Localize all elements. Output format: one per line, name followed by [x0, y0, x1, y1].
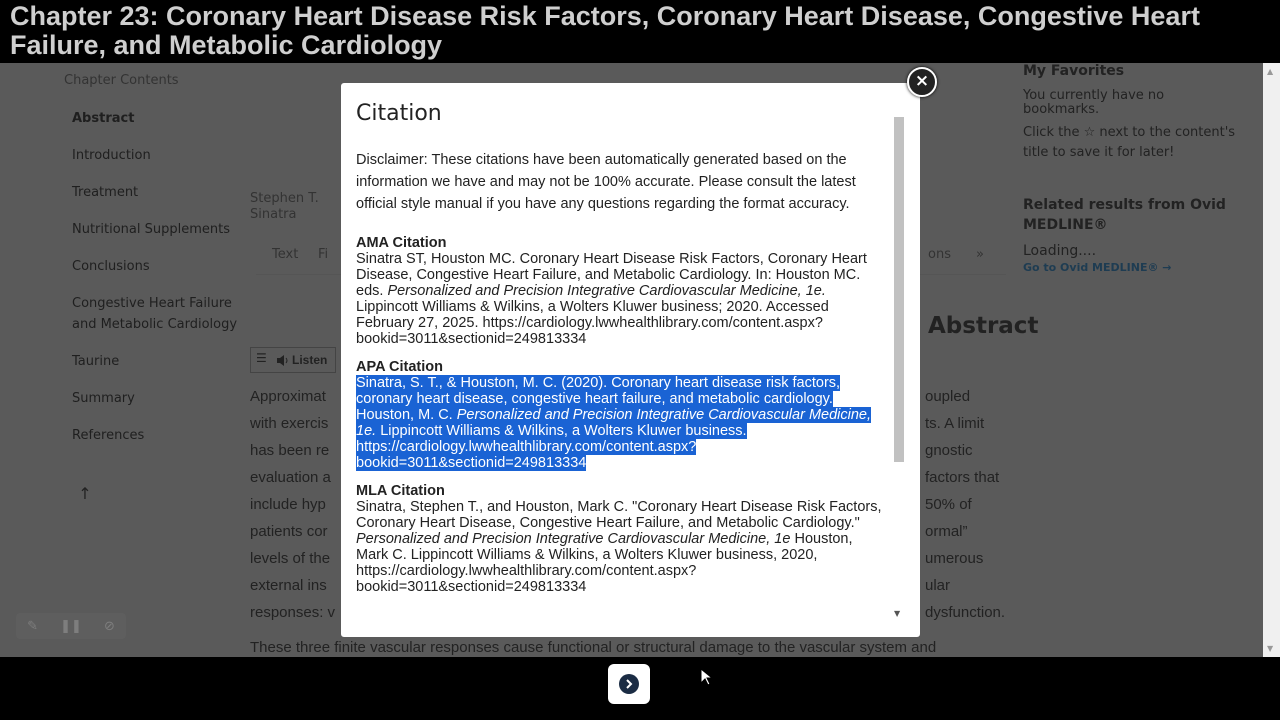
mla-text: Sinatra, Stephen T., and Houston, Mark C. "Coronary Heart Disease Risk Factors, Coronary Heart Disease, Congestive Heart Failure, and Metabolic Cardiology." [356, 499, 882, 531]
pause-icon[interactable]: ❚❚ [60, 618, 82, 634]
line-right: 50% of [925, 496, 972, 513]
extension-button[interactable] [608, 664, 650, 704]
menu-icon[interactable]: ☰ [256, 351, 267, 365]
hide-icon[interactable]: ⊘ [104, 618, 115, 634]
toc-item-nutritional-supplements[interactable]: Nutritional Supplements [72, 222, 231, 237]
page-scrollbar[interactable]: ▲ ▼ [1263, 63, 1280, 657]
line-left: responses: v [250, 604, 336, 621]
recording-controls [16, 613, 126, 639]
mla-publisher: Houston, Mark C. Lippincott Williams & Wilkins, a Wolters Kluwer business, 2020, https://cardiology.lwwhealthlibrary.com/content.aspx?bookid=3011&sectionid=249813334 [356, 531, 853, 595]
loading-text: Loading.... [1023, 243, 1097, 259]
toc-item-chf[interactable]: Congestive Heart Failure and Metabolic Cardiology [72, 296, 238, 332]
chapter-title: Chapter 23: Coronary Heart Disease Risk Factors, Coronary Heart Disease, Congestive Heart Failure, and Metabolic Cardiology [10, 1, 1200, 60]
mla-citation[interactable] [356, 499, 886, 595]
toc-item-abstract[interactable]: Abstract [72, 111, 135, 126]
tab-more[interactable]: ons [928, 247, 951, 262]
line-right: umerous [925, 550, 984, 567]
line-right: ular [925, 577, 951, 594]
apa-book: Personalized and Precision Integrative Cardiovascular Medicine, 1e. [356, 407, 872, 439]
ama-book: Personalized and Precision Integrative Cardiovascular Medicine, 1e. [387, 283, 826, 299]
edit-icon[interactable]: ✎ [27, 618, 38, 634]
mla-book: Personalized and Precision Integrative Cardiovascular Medicine, 1e [356, 531, 791, 547]
favorites-hint: Click the ☆ next to the content's title to save it for later! [1023, 125, 1236, 160]
toc-heading: Chapter Contents [64, 73, 179, 88]
toc-item-summary[interactable]: Summary [72, 391, 135, 406]
line-left: external ins [250, 577, 327, 594]
speaker-icon [277, 355, 289, 366]
ama-heading: AMA Citation [356, 235, 447, 251]
toc-item-introduction[interactable]: Introduction [72, 148, 151, 163]
tab-figures[interactable]: Fi [318, 247, 329, 262]
chapter-contents [72, 108, 252, 462]
abstract-line [250, 639, 1020, 657]
right-sidebar [1023, 63, 1243, 275]
tabs-next-icon[interactable]: » [976, 247, 984, 262]
abstract-heading: Abstract [928, 313, 1039, 339]
line-left: Approximat [250, 388, 326, 405]
apa-text: Sinatra, S. T., & Houston, M. C. (2020). Coronary heart disease risk factors, coronary heart disease, congestive heart failure, and metabolic cardiology. Houston, M. C. [356, 375, 841, 423]
apa-citation[interactable] [356, 375, 886, 471]
ama-publisher: Lippincott Williams & Wilkins, a Wolters Kluwer business; 2020. Accessed February 27, 2025. https://cardiology.lwwhealthlibrary.com/content.aspx?bookid=3011&sectionid=249813334 [356, 299, 829, 347]
extension-logo-icon [619, 674, 639, 694]
line-left: evaluation a [250, 469, 331, 486]
toc-item-references[interactable]: References [72, 428, 145, 443]
toc-item-treatment[interactable]: Treatment [72, 185, 139, 200]
toc-item-conclusions[interactable]: Conclusions [72, 259, 150, 274]
toc-item-taurine[interactable]: Taurine [72, 354, 120, 369]
ama-citation[interactable] [356, 251, 886, 347]
related-heading: Related results from Ovid MEDLINE® [1023, 197, 1226, 233]
modal-title: Citation [356, 101, 442, 126]
citation-modal [341, 83, 920, 637]
line-right: oupled [925, 388, 971, 405]
mla-heading: MLA Citation [356, 483, 445, 499]
reader-tools [250, 347, 336, 373]
line-left: These three finite vascular responses cause functional or structural damage to the vascular system and [250, 639, 937, 656]
line-left: include hyp [250, 496, 326, 513]
citation-body [356, 149, 886, 629]
ama-text: Sinatra ST, Houston MC. Coronary Heart Disease Risk Factors, Coronary Heart Disease, Congestive Heart Failure, and Metabolic Cardiology. In: Houston MC. eds. [356, 251, 867, 299]
line-right: ormal” [925, 523, 968, 540]
tab-text[interactable]: Text [272, 247, 299, 262]
line-right: dysfunction. [925, 604, 1006, 621]
disclaimer: Disclaimer: These citations have been automatically generated based on the information we have and may not be 100% accurate. Please consult the latest official style manual if you have any questions regarding the format accuracy. [356, 152, 856, 212]
listen-button[interactable] [275, 348, 335, 372]
apa-publisher: Lippincott Williams & Wilkins, a Wolters Kluwer business. https://cardiology.lwwhealthlibrary.com/content.aspx?bookid=3011&sectionid=249813334 [356, 423, 747, 471]
listen-label: Listen [292, 353, 328, 367]
line-left: levels of the [250, 550, 331, 567]
modal-scrollbar[interactable]: ▼ [892, 113, 906, 618]
author[interactable]: Stephen T. Sinatra [250, 191, 319, 222]
line-right: factors that [925, 469, 1000, 486]
line-right: gnostic [925, 442, 973, 459]
line-left: has been re [250, 442, 330, 459]
close-icon[interactable]: × [907, 67, 937, 97]
goto-medline-link[interactable]: Go to Ovid MEDLINE® → [1023, 261, 1172, 274]
scroll-top-arrow-icon[interactable]: ↑ [78, 484, 92, 503]
line-left: with exercis [250, 415, 329, 432]
mouse-cursor-icon [700, 668, 712, 686]
line-right: ts. A limit [925, 415, 985, 432]
favorites-heading: My Favorites [1023, 63, 1125, 79]
no-bookmarks: You currently have no bookmarks. [1023, 88, 1165, 117]
apa-heading: APA Citation [356, 359, 443, 375]
line-left: patients cor [250, 523, 328, 540]
